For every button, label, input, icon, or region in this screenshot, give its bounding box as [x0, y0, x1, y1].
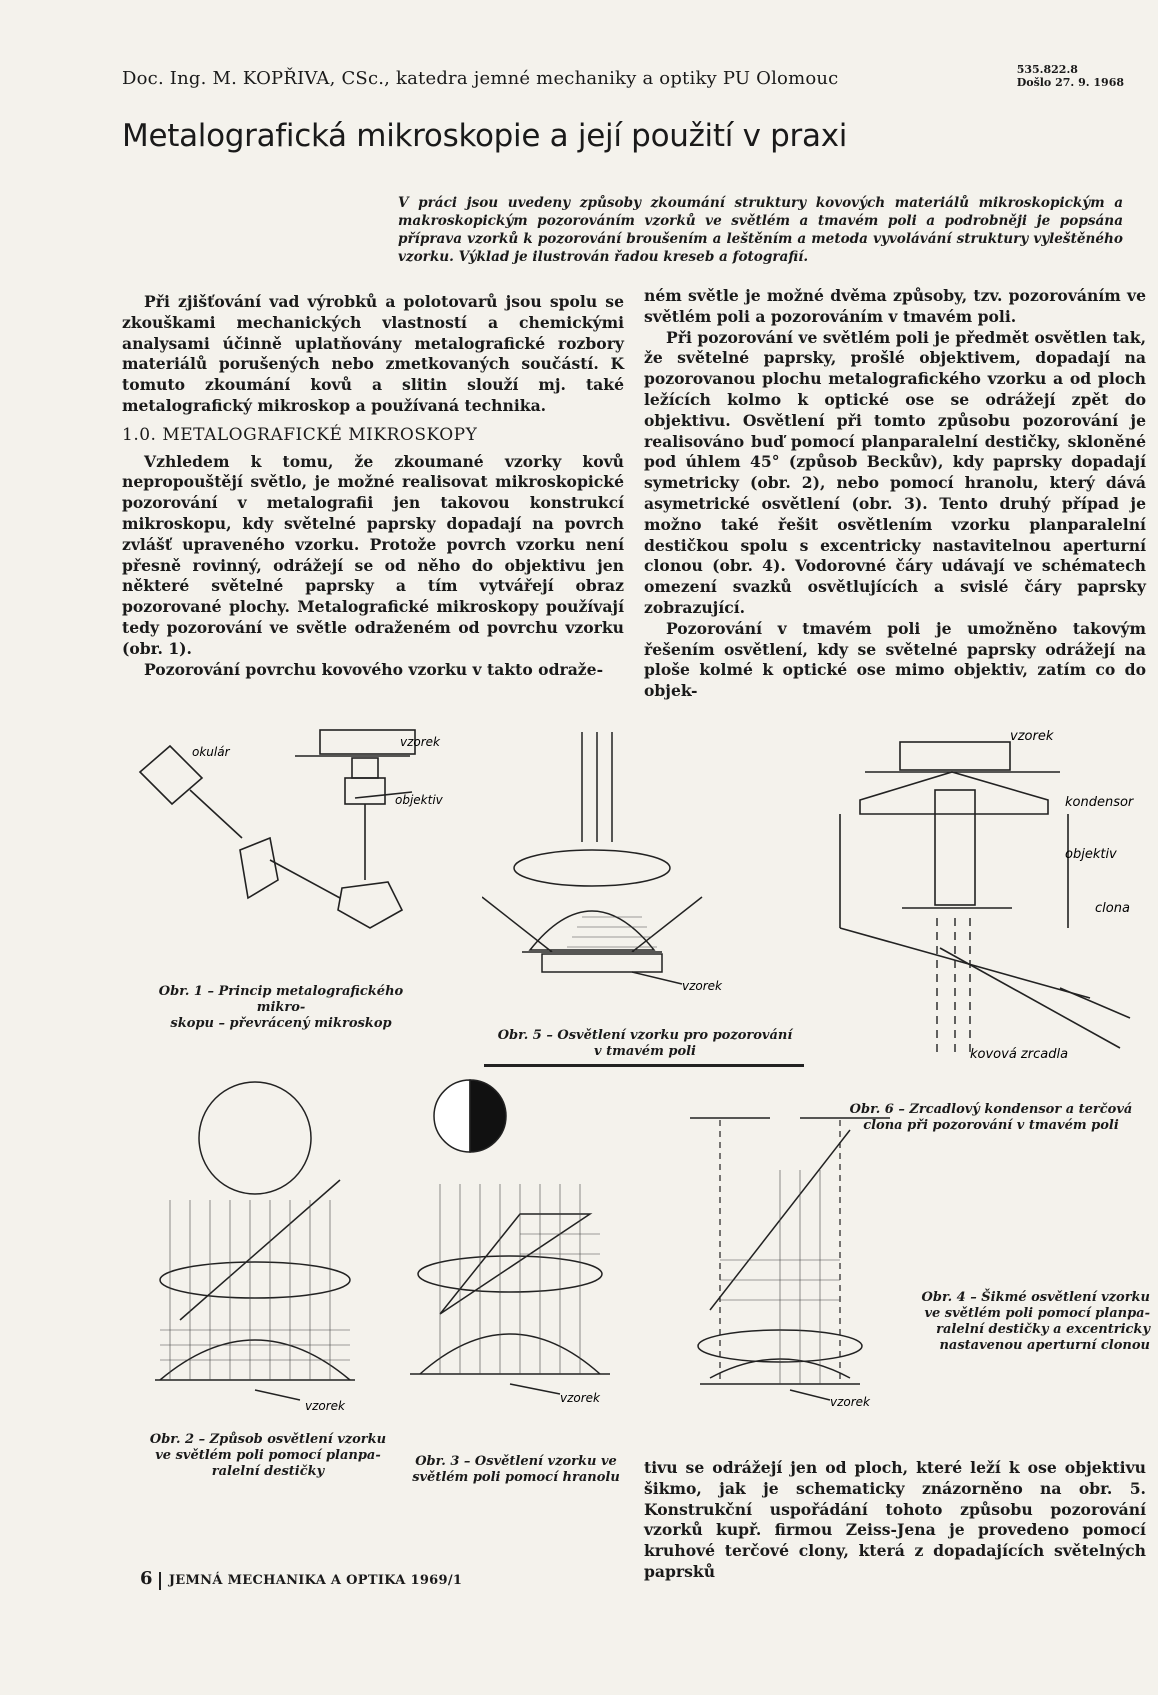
page-number: 6: [140, 1568, 153, 1589]
fig6-label-zrcadla: kovová zrcadla: [970, 1047, 1069, 1062]
left-paragraph-3: Pozorování povrchu kovového vzorku v takto odraže-: [144, 659, 604, 679]
fig2-caption-line-1: Obr. 2 – Způsob osvětlení vzorku: [149, 1432, 387, 1447]
fig5-caption-line-1: Obr. 5 – Osvětlení vzorku pro pozorování: [497, 1028, 793, 1043]
figure-4-caption: [910, 1290, 1150, 1354]
fig6-label-objektiv: objektiv: [1065, 847, 1117, 862]
fig3-caption-line-1: Obr. 3 – Osvětlení vzorku ve: [415, 1454, 617, 1469]
fig6-caption-line-2: clona při pozorování v tmavém poli: [863, 1118, 1119, 1133]
fig6-caption-line-1: Obr. 6 – Zrcadlový kondensor a terčová: [849, 1102, 1133, 1117]
fig4-caption-line-3: ralelní destičky a excentricky: [936, 1322, 1150, 1337]
fig4-caption-line-2: ve světlém poli pomocí planpa-: [924, 1306, 1150, 1321]
figure-5-diagram: [482, 722, 772, 1012]
figure-5-caption: [480, 1028, 810, 1060]
figure-2-caption: [140, 1432, 396, 1480]
right-paragraph-3: Pozorování v tmavém poli je umožněno takovým řešením osvětlení, kdy se světelné paprsky odrážejí na ploše kolmé k optické ose mimo objektiv, zatím co do objek-: [644, 618, 1146, 701]
fig4-label-vzorek: vzorek: [830, 1395, 871, 1409]
fig1-label-objektiv: objektiv: [395, 793, 443, 807]
figure-3-caption: [398, 1454, 634, 1486]
figure-1-caption: [136, 984, 426, 1032]
abstract: V práci jsou uvedeny způsoby zkoumání struktury kovových materiálů mikroskopickým a makroskopickým pozorováním vzorků ve světlém a tmavém poli a podrobněji je popsána příprava vzorků k pozorování broušením a leštěním a metoda vyvolávání struktury vyleštěného vzorku. Výklad je ilustrován řadou kreseb a fotografií.: [398, 195, 1123, 265]
fig1-label-okular: okulár: [192, 745, 230, 759]
right-paragraph-2: Při pozorování ve světlém poli je předmět osvětlen tak, že světelné paprsky, prošlé objektivem, dopadají na pozorovanou plochu metalografického vzorku a od ploch ležících kolmo k optické ose se odrážejí zpět do objektivu. Osvětlení při tomto způsobu pozorování je realisováno buď pomocí planparalelní destičky, skloněné pod úhlem 45° (způsob Beckův), kdy paprsky dopadají symetricky (obr. 2), nebo pomocí hranolu, který dává asymetrické osvětlení (obr. 3). Tento druhý případ je možno také řešit osvětlením vzorku planparalelní destičkou spolu s excentricky nastavitelnou aperturní clonou (obr. 4). Vodorovné čáry udávají ve schématech omezení svazků osvětlujících a svislé čáry paprsky zobrazující.: [644, 327, 1146, 617]
fig6-label-clona: clona: [1095, 901, 1130, 916]
bottom-right-text: [644, 1458, 1146, 1583]
figure-4-diagram: [680, 1110, 910, 1410]
fig4-caption-line-1: Obr. 4 – Šikmé osvětlení vzorku: [921, 1290, 1150, 1305]
fig1-caption-line-1: Obr. 1 – Princip metalografického mikro-: [158, 984, 404, 1015]
right-column: [644, 286, 1146, 702]
left-paragraph-2: Vzhledem k tomu, že zkoumané vzorky kovů nepropouštějí světlo, je možné realisovat mikroskopické pozorování v metalografii jen takovou konstrukcí mikroskopu, kdy světelné paprsky dopadají na povrch zvlášť upraveného vzorku. Protože povrch vzorku není přesně rovinný, odrážejí se od něho do objektivu jen některé světelné paprsky a tím vytvářejí obraz pozorované plochy. Metalografické mikroskopy používají tedy pozorování ve světle odraženém od povrchu vzorku (obr. 1).: [122, 451, 624, 658]
received-date: Došlo 27. 9. 1968: [1016, 76, 1124, 89]
fig5-label-vzorek: vzorek: [682, 979, 723, 993]
figure-1-diagram: [130, 720, 460, 970]
fig3-caption-line-2: světlém poli pomocí hranolu: [412, 1470, 620, 1485]
bottom-right-paragraph: tivu se odrážejí jen od ploch, které leží k ose objektivu šikmo, jak je schematicky znázorněno na obr. 5. Konstrukční uspořádání tohoto způsobu pozorování vzorků kupř. firmou Zeiss-Jena je provedeno pomocí kruhové terčové clony, která z dopadajících světelných paprsků: [644, 1458, 1146, 1581]
right-paragraph-1: ném světle je možné dvěma způsoby, tzv. pozorováním ve světlém poli a pozorováním v tmavém poli.: [644, 286, 1146, 326]
fig5-caption-line-2: v tmavém poli: [593, 1044, 696, 1059]
left-paragraph-1: Při zjišťování vad výrobků a polotovarů jsou spolu se zkouškami mechanických vlastností a chemickými analysami účinně uplatňovány metalografické rozbory materiálů porušených nebo zmetkovaných součástí. K tomuto zkoumání kovů a slitin slouží mj. také metalografický mikroskop a používaná technika.: [122, 292, 624, 415]
footer-divider: [159, 1572, 161, 1590]
fig1-caption-line-2: skopu – převrácený mikroskop: [170, 1016, 392, 1031]
fig2-caption-line-2: ve světlém poli pomocí planpa-: [155, 1448, 381, 1463]
page-footer: [140, 1568, 462, 1590]
figure-3-diagram: [400, 1074, 640, 1474]
figure-2-diagram: [140, 1080, 370, 1420]
figure-separator: [484, 1064, 804, 1067]
fig1-label-vzorek: vzorek: [400, 735, 441, 749]
journal-name: JEMNÁ MECHANIKA A OPTIKA 1969/1: [168, 1573, 463, 1588]
author-line: Doc. Ing. M. KOPŘIVA, CSc., katedra jemné mechaniky a optiky PU Olomouc: [122, 68, 839, 89]
figure-6-diagram: [820, 718, 1150, 1103]
udc-code: 535.822.8: [1016, 63, 1078, 76]
fig6-label-vzorek: vzorek: [1010, 729, 1054, 744]
left-column: [122, 292, 624, 680]
fig6-label-kondensor: kondensor: [1065, 795, 1134, 810]
fig3-label-vzorek: vzorek: [560, 1391, 601, 1405]
fig2-caption-line-3: ralelní destičky: [211, 1464, 325, 1479]
fig4-caption-line-4: nastavenou aperturní clonou: [939, 1338, 1150, 1353]
section-heading: 1.0. METALOGRAFICKÉ MIKROSKOPY: [122, 424, 478, 445]
fig2-label-vzorek: vzorek: [305, 1399, 346, 1413]
udc-block: [1017, 63, 1124, 89]
article-title: Metalografická mikroskopie a její použití v praxi: [122, 118, 848, 154]
